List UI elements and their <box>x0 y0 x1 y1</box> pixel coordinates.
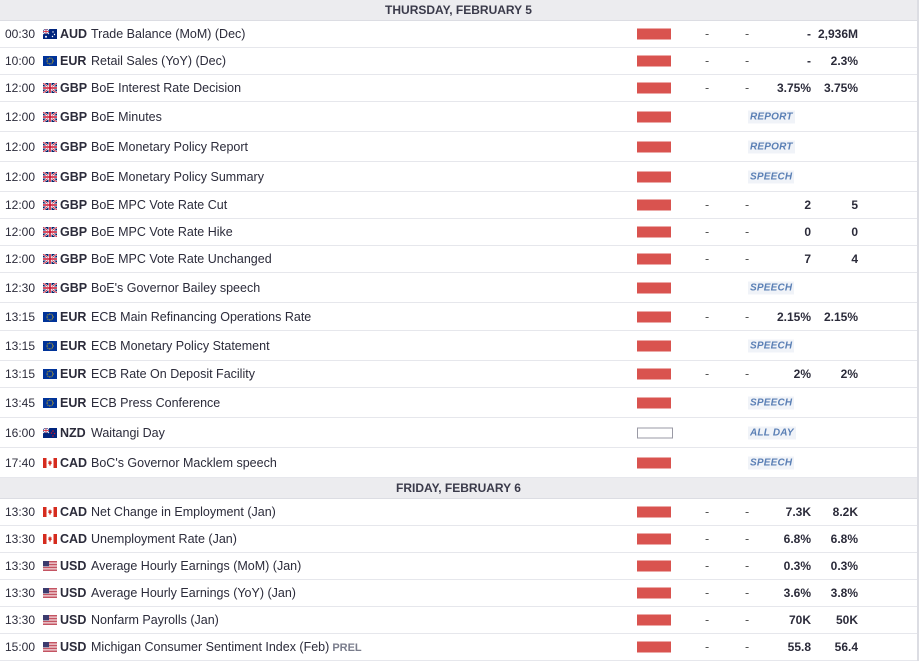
event-name-text: ECB Press Conference <box>91 395 221 410</box>
event-time: 10:00 <box>5 54 36 68</box>
deviation-value: - <box>745 559 750 573</box>
previous-value: 50K <box>835 613 858 627</box>
event-time: 13:30 <box>5 532 36 546</box>
deviation-value: - <box>745 586 750 600</box>
event-currency: USD <box>60 640 87 654</box>
event-name[interactable] <box>91 367 255 381</box>
event-time: 13:45 <box>5 395 36 410</box>
event-name-text: Average Hourly Earnings (MoM) (Jan) <box>91 559 302 573</box>
european-union-flag-icon <box>43 312 57 322</box>
united-kingdom-flag-icon <box>43 283 57 293</box>
event-type-tag: SPEECH <box>750 171 793 182</box>
consensus-value: 7 <box>804 252 811 266</box>
previous-value: 5 <box>851 198 858 212</box>
event-time: 13:15 <box>5 338 36 353</box>
previous-value: 6.8% <box>830 532 858 546</box>
actual-value: - <box>705 225 710 239</box>
event-name[interactable] <box>91 170 264 184</box>
event-row[interactable] <box>0 273 917 303</box>
deviation-value: - <box>745 198 750 212</box>
event-time: 12:00 <box>5 139 36 154</box>
impact-indicator <box>637 561 671 572</box>
event-name-text: BoE MPC Vote Rate Hike <box>91 225 233 239</box>
deviation-value: - <box>745 367 750 381</box>
consensus-value: 0 <box>804 225 811 239</box>
event-row[interactable] <box>0 526 917 553</box>
actual-value: - <box>705 309 710 324</box>
event-row[interactable] <box>0 246 917 273</box>
event-currency: GBP <box>60 225 88 239</box>
event-currency: EUR <box>60 54 87 68</box>
impact-indicator <box>637 615 671 626</box>
united-states-flag-icon <box>43 561 57 571</box>
previous-value: 0 <box>851 225 858 239</box>
event-name-text: BoE MPC Vote Rate Unchanged <box>91 252 272 266</box>
previous-value: 3.8% <box>830 586 858 600</box>
impact-indicator <box>637 227 671 238</box>
previous-value: 4 <box>851 252 858 266</box>
australia-flag-icon <box>43 29 57 39</box>
day-header: FRIDAY, FEBRUARY 6 <box>0 478 917 499</box>
impact-indicator <box>637 111 671 122</box>
event-currency: CAD <box>60 455 88 470</box>
event-name-text: Unemployment Rate (Jan) <box>91 532 237 546</box>
event-time: 12:00 <box>5 169 36 184</box>
event-row[interactable] <box>0 634 917 661</box>
consensus-value: 3.6% <box>783 586 811 600</box>
actual-value: - <box>705 613 710 627</box>
consensus-value: 2.15% <box>776 309 811 324</box>
canada-flag-icon <box>43 458 57 468</box>
event-currency: EUR <box>60 367 87 381</box>
event-row[interactable] <box>0 162 917 192</box>
event-name-text: Net Change in Employment (Jan) <box>91 505 276 519</box>
previous-value: 2.3% <box>830 54 858 68</box>
new-zealand-flag-icon <box>43 428 57 438</box>
european-union-flag-icon <box>43 369 57 379</box>
united-kingdom-flag-icon <box>43 254 57 264</box>
consensus-value: 2 <box>804 198 811 212</box>
event-name[interactable] <box>91 586 296 600</box>
deviation-value: - <box>745 505 750 519</box>
actual-value: - <box>705 54 710 68</box>
event-name-text: BoE MPC Vote Rate Cut <box>91 198 228 212</box>
canada-flag-icon <box>43 534 57 544</box>
previous-value: 0.3% <box>830 559 858 573</box>
impact-indicator <box>637 507 671 518</box>
event-time: 13:30 <box>5 613 36 627</box>
event-row[interactable] <box>0 21 917 48</box>
impact-indicator <box>637 642 671 653</box>
event-currency: EUR <box>60 309 87 324</box>
event-time: 00:30 <box>5 27 36 41</box>
event-name[interactable] <box>91 81 241 95</box>
consensus-value: 0.3% <box>783 559 811 573</box>
event-name[interactable] <box>91 54 226 68</box>
event-name[interactable] <box>91 426 165 440</box>
event-currency: USD <box>60 613 87 627</box>
event-type-tag: ALL DAY <box>750 427 794 438</box>
impact-indicator <box>637 534 671 545</box>
european-union-flag-icon <box>43 56 57 66</box>
event-currency: CAD <box>60 532 88 546</box>
event-currency: GBP <box>60 109 88 124</box>
event-name[interactable] <box>91 225 233 239</box>
event-time: 13:15 <box>5 367 36 381</box>
event-time: 13:30 <box>5 505 36 519</box>
event-row[interactable] <box>0 75 917 102</box>
event-row[interactable] <box>0 102 917 132</box>
previous-value: 8.2K <box>832 505 858 519</box>
deviation-value: - <box>745 640 750 654</box>
event-time: 12:00 <box>5 225 36 239</box>
event-row[interactable] <box>0 607 917 634</box>
event-name-text: ECB Monetary Policy Statement <box>91 338 270 353</box>
united-kingdom-flag-icon <box>43 172 57 182</box>
impact-indicator <box>637 56 671 67</box>
united-kingdom-flag-icon <box>43 83 57 93</box>
event-time: 17:40 <box>5 455 36 470</box>
event-currency: EUR <box>60 395 87 410</box>
day-header: THURSDAY, FEBRUARY 5 <box>0 0 917 21</box>
event-currency: USD <box>60 559 87 573</box>
event-name-text: BoC's Governor Macklem speech <box>91 455 277 470</box>
event-row[interactable] <box>0 553 917 580</box>
event-name[interactable] <box>91 396 220 410</box>
event-row[interactable] <box>0 448 917 478</box>
deviation-value: - <box>745 81 750 95</box>
event-row[interactable] <box>0 331 917 361</box>
event-name[interactable] <box>91 310 311 324</box>
event-row[interactable] <box>0 132 917 162</box>
event-time: 12:30 <box>5 280 36 295</box>
event-name[interactable] <box>91 110 162 124</box>
event-type-tag: SPEECH <box>750 457 793 468</box>
event-time: 13:30 <box>5 586 36 600</box>
impact-indicator <box>637 29 671 40</box>
event-row[interactable] <box>0 388 917 418</box>
event-currency: EUR <box>60 338 87 353</box>
event-name[interactable] <box>91 613 219 627</box>
impact-indicator <box>637 141 671 152</box>
event-name-text: BoE Minutes <box>91 109 162 124</box>
event-type-tag: SPEECH <box>750 397 793 408</box>
actual-value: - <box>705 559 710 573</box>
actual-value: - <box>705 367 710 381</box>
united-kingdom-flag-icon <box>43 112 57 122</box>
consensus-value: 55.8 <box>787 640 811 654</box>
event-name[interactable] <box>91 140 248 154</box>
impact-indicator <box>637 83 671 94</box>
event-row[interactable] <box>0 303 917 331</box>
event-type-tag: SPEECH <box>750 340 793 351</box>
event-currency: CAD <box>60 505 88 519</box>
event-time: 13:30 <box>5 559 36 573</box>
previous-value: 2% <box>840 367 858 381</box>
european-union-flag-icon <box>43 341 57 351</box>
event-name-text: BoE Monetary Policy Summary <box>91 169 264 184</box>
united-states-flag-icon <box>43 615 57 625</box>
preliminary-badge: PREL <box>332 642 362 654</box>
previous-value: 2.15% <box>823 309 858 324</box>
event-name-text: BoE Interest Rate Decision <box>91 81 242 95</box>
event-time: 16:00 <box>5 425 36 440</box>
event-name-text: ECB Main Refinancing Operations Rate <box>91 309 312 324</box>
event-currency: AUD <box>60 27 88 41</box>
event-name[interactable] <box>91 252 272 266</box>
event-name[interactable] <box>91 456 277 470</box>
event-name-text: ECB Rate On Deposit Facility <box>91 367 255 381</box>
impact-indicator <box>637 588 671 599</box>
event-name[interactable] <box>91 27 245 41</box>
actual-value: - <box>705 532 710 546</box>
deviation-value: - <box>745 613 750 627</box>
event-time: 12:00 <box>5 198 36 212</box>
event-row[interactable] <box>0 418 917 448</box>
event-name[interactable] <box>91 281 260 295</box>
event-name[interactable] <box>91 198 227 212</box>
event-name-text: Waitangi Day <box>91 425 165 440</box>
event-time: 12:00 <box>5 109 36 124</box>
event-name[interactable] <box>91 640 362 654</box>
event-row[interactable] <box>0 48 917 75</box>
event-row[interactable] <box>0 192 917 219</box>
event-name-text: BoE's Governor Bailey speech <box>91 280 261 295</box>
event-name-text: Retail Sales (YoY) (Dec) <box>91 54 227 68</box>
united-states-flag-icon <box>43 642 57 652</box>
impact-indicator <box>637 369 671 380</box>
previous-value: 3.75% <box>823 81 858 95</box>
impact-indicator <box>637 311 671 322</box>
impact-indicator <box>637 397 671 408</box>
impact-indicator <box>637 171 671 182</box>
impact-indicator <box>637 427 673 438</box>
event-time: 12:00 <box>5 81 36 95</box>
consensus-value: 3.75% <box>776 81 811 95</box>
actual-value: - <box>705 586 710 600</box>
event-type-tag: SPEECH <box>750 282 793 293</box>
event-name[interactable] <box>91 532 237 546</box>
event-name[interactable] <box>91 559 301 573</box>
event-type-tag: REPORT <box>750 111 793 122</box>
event-currency: GBP <box>60 252 88 266</box>
event-time: 15:00 <box>5 640 36 654</box>
deviation-value: - <box>745 225 750 239</box>
impact-indicator <box>637 340 671 351</box>
event-currency: GBP <box>60 169 88 184</box>
event-name-text: Nonfarm Payrolls (Jan) <box>91 613 219 627</box>
event-row[interactable] <box>0 499 917 526</box>
event-currency: NZD <box>60 425 86 440</box>
event-row[interactable] <box>0 580 917 607</box>
previous-value: 2,936M <box>817 27 858 41</box>
actual-value: - <box>705 252 710 266</box>
united-kingdom-flag-icon <box>43 200 57 210</box>
event-currency: USD <box>60 586 87 600</box>
event-time: 12:00 <box>5 252 36 266</box>
consensus-value: - <box>807 27 811 41</box>
deviation-value: - <box>745 532 750 546</box>
deviation-value: - <box>745 252 750 266</box>
event-row[interactable] <box>0 219 917 246</box>
consensus-value: 7.3K <box>785 505 811 519</box>
actual-value: - <box>705 505 710 519</box>
actual-value: - <box>705 27 710 41</box>
impact-indicator <box>637 254 671 265</box>
deviation-value: - <box>745 27 750 41</box>
deviation-value: - <box>745 54 750 68</box>
previous-value: 56.4 <box>834 640 858 654</box>
united-states-flag-icon <box>43 588 57 598</box>
canada-flag-icon <box>43 507 57 517</box>
actual-value: - <box>705 81 710 95</box>
deviation-value: - <box>745 309 750 324</box>
actual-value: - <box>705 198 710 212</box>
impact-indicator <box>637 282 671 293</box>
event-name[interactable] <box>91 505 276 519</box>
event-time: 13:15 <box>5 309 36 324</box>
united-kingdom-flag-icon <box>43 227 57 237</box>
consensus-value: - <box>807 54 811 68</box>
consensus-value: 6.8% <box>783 532 811 546</box>
consensus-value: 70K <box>788 613 811 627</box>
event-currency: GBP <box>60 81 88 95</box>
european-union-flag-icon <box>43 398 57 408</box>
event-currency: GBP <box>60 139 88 154</box>
event-name-text: Average Hourly Earnings (YoY) (Jan) <box>91 586 296 600</box>
event-type-tag: REPORT <box>750 141 793 152</box>
united-kingdom-flag-icon <box>43 142 57 152</box>
impact-indicator <box>637 200 671 211</box>
event-name[interactable] <box>91 339 270 353</box>
event-row[interactable] <box>0 361 917 388</box>
impact-indicator <box>637 457 671 468</box>
event-currency: GBP <box>60 280 88 295</box>
event-name-text: Michigan Consumer Sentiment Index (Feb) <box>91 640 330 654</box>
event-name-text: Trade Balance (MoM) (Dec) <box>91 27 246 41</box>
event-name-text: BoE Monetary Policy Report <box>91 139 249 154</box>
event-currency: GBP <box>60 198 88 212</box>
consensus-value: 2% <box>793 367 811 381</box>
actual-value: - <box>705 640 710 654</box>
